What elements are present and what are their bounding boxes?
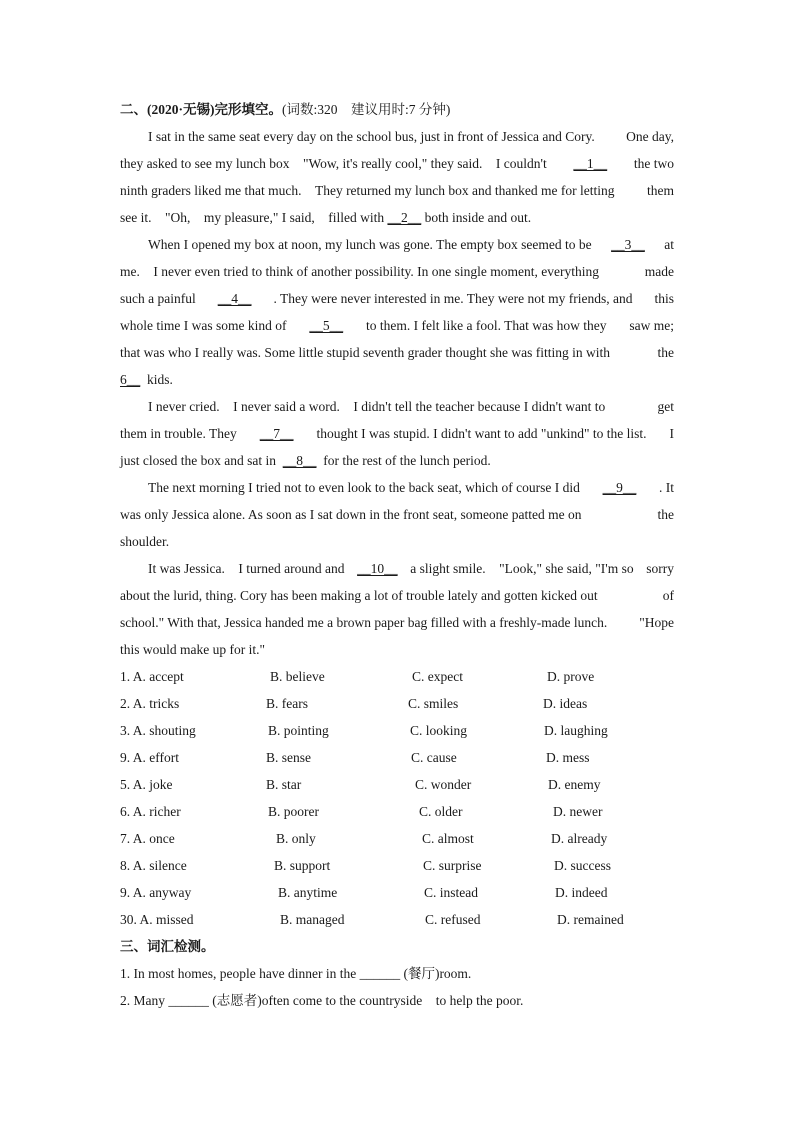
passage-line-12: them in trouble. They __7__ thought I was stupid. I didn't want to add "unkind" to the list. I (120, 420, 674, 447)
blank-2: __2__ (387, 210, 422, 225)
blank-7: __7__ (259, 426, 294, 441)
section2-note: (词数:320 建议用时:7 分钟) (282, 102, 451, 117)
vocab-question-1: 1. In most homes, people have dinner in the ______ (餐厅)room. (120, 966, 472, 981)
passage-line-1: I sat in the same seat every day on the school bus, just in front of Jessica and Cory. One day, (148, 129, 674, 144)
blank-9: __9__ (602, 480, 637, 495)
passage-line-17: It was Jessica. I turned around and __10__ a slight smile. "Look," she said, "I'm so sorry (120, 555, 674, 582)
blank-4: __4__ (217, 291, 252, 306)
passage-line-16: shoulder. (120, 534, 170, 549)
option-row: 8. A. silence B. support C. surprise D. success (120, 858, 611, 873)
option-row: 2. A. tricks B. fears C. smiles D. ideas (120, 696, 588, 711)
blank-3: __3__ (611, 237, 645, 252)
passage-line-19: school." With that, Jessica handed me a brown paper bag filled with a freshly-made lunch. "Hope (120, 615, 674, 630)
option-row: 3. A. shouting B. pointing C. looking D. laughing (120, 723, 608, 738)
passage-line-14: The next morning I tried not to even look to the back seat, which of course I did __9__ . It (120, 474, 674, 501)
worksheet-page (120, 96, 674, 1014)
passage-line-11: I never cried. I never said a word. I didn't tell the teacher because I didn't want to get (148, 399, 674, 414)
blank-10: __10__ (357, 561, 398, 576)
option-row: 30. A. missed B. managed C. refused D. remained (120, 912, 624, 927)
option-row: 9. A. anyway B. anytime C. instead D. indeed (120, 885, 608, 900)
passage-line-2: they asked to see my lunch box "Wow, it's really cool," they said. I couldn't __1__ the two (120, 150, 674, 177)
passage-line-8: whole time I was some kind of __5__ to them. I felt like a fool. That was how they saw me; (120, 312, 674, 339)
passage-line-20: this would make up for it." (120, 642, 265, 657)
section2-title: 二、(2020·无锡)完形填空。 (120, 102, 282, 117)
option-row: 5. A. joke B. star C. wonder D. enemy (120, 777, 601, 792)
passage-line-5: When I opened my box at noon, my lunch was gone. The empty box seemed to be __3__ at (120, 231, 674, 258)
passage-line-3: ninth graders liked me that much. They returned my lunch box and thanked me for letting them (120, 183, 674, 198)
blank-6: 6__ (120, 372, 141, 387)
passage-line-10: 6__ kids. (120, 372, 173, 387)
passage-line-18: about the lurid, thing. Cory has been making a lot of trouble lately and gotten kicked out of (120, 588, 674, 603)
section3-heading: 三、词汇检测。 (120, 939, 215, 954)
vocab-question-2: 2. Many ______ (志愿者)often come to the countryside to help the poor. (120, 993, 524, 1008)
passage-line-15: was only Jessica alone. As soon as I sat down in the front seat, someone patted me on the (120, 507, 674, 522)
blank-8: __8__ (282, 453, 317, 468)
passage-line-9: that was who I really was. Some little stupid seventh grader thought she was fitting in with the (120, 345, 674, 360)
option-row: 6. A. richer B. poorer C. older D. newer (120, 804, 603, 819)
options-list (120, 663, 674, 933)
blank-1: __1__ (573, 156, 608, 171)
option-row: 9. A. effort B. sense C. cause D. mess (120, 750, 590, 765)
passage-line-7: such a painful __4__ . They were never interested in me. They were not my friends, and this (120, 285, 674, 312)
passage-line-6: me. I never even tried to think of another possibility. In one single moment, everything made (120, 264, 674, 279)
passage-line-13: just closed the box and sat in __8__ for the rest of the lunch period. (120, 453, 491, 468)
option-row: 7. A. once B. only C. almost D. already (120, 831, 608, 846)
option-row: 1. A. accept B. believe C. expect D. prove (120, 669, 595, 684)
blank-5: __5__ (309, 318, 344, 333)
section2-heading (120, 96, 674, 123)
passage-line-4: see it. "Oh, my pleasure," I said, filled with __2__ both inside and out. (120, 210, 532, 225)
